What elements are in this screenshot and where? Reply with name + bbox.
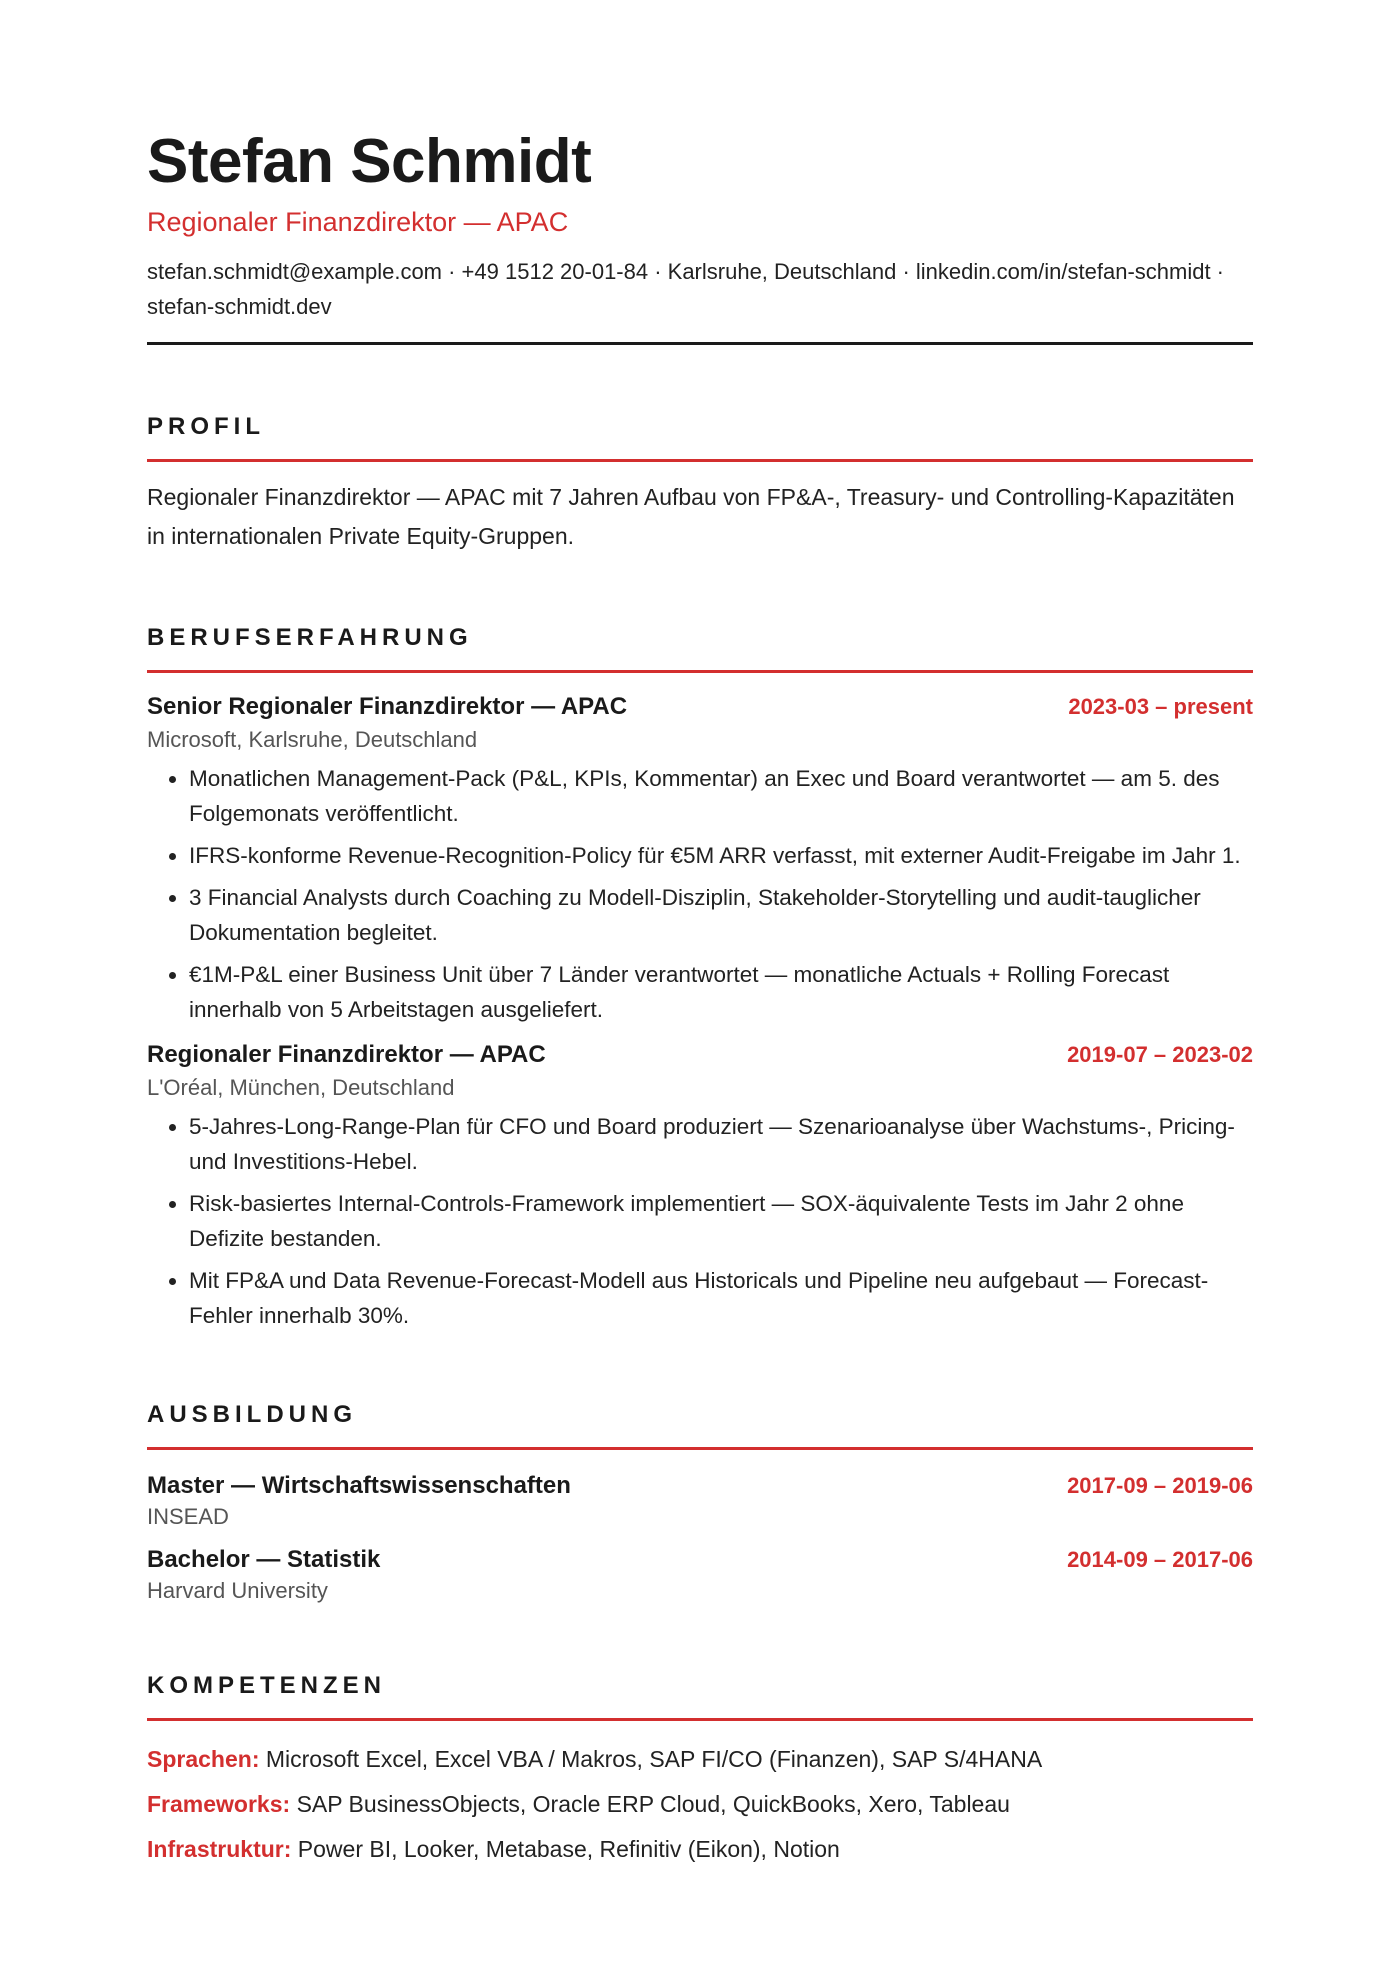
job-bullet: • IFRS-konforme Revenue-Recognition-Policy für €5M ARR verfasst, mit externer Audit-Freigabe im Jahr 1. [189,838,1253,873]
header-divider [147,342,1253,345]
job-company: L'Oréal, München, Deutschland [147,1075,455,1101]
education-entry [147,1472,1253,1530]
section-title-skills: KOMPETENZEN [147,1672,387,1700]
education-dates: 2014-09 – 2017-06 [1067,1547,1253,1573]
job-entry [147,693,1253,1027]
section-divider [147,459,1253,462]
skill-value: SAP BusinessObjects, Oracle ERP Cloud, QuickBooks, Xero, Tableau [296,1791,1010,1818]
section-divider [147,1447,1253,1450]
candidate-title: Regionaler Finanzdirektor — APAC [147,207,569,238]
job-bullet: • 5-Jahres-Long-Range-Plan für CFO und Board produziert — Szenarioanalyse über Wachstums-, Pricing- und Investitions-Hebel. [189,1109,1253,1179]
section-title-profile: PROFIL [147,413,265,441]
resume-header [147,126,1253,345]
section-title-experience: BERUFSERFAHRUNG [147,624,473,652]
job-bullets [147,761,1253,1027]
profile-section [147,415,1253,556]
job-header [147,1041,1253,1069]
job-bullet: • 3 Financial Analysts durch Coaching zu Modell-Disziplin, Stakeholder-Storytelling und audit-tauglicher Dokumentation begleitet. [189,880,1253,950]
education-school: INSEAD [147,1504,229,1530]
job-bullet: • Mit FP&A und Data Revenue-Forecast-Modell aus Historicals und Pipeline neu aufgebaut — Forecast-Fehler innerhalb 30%. [189,1263,1253,1333]
candidate-name: Stefan Schmidt [147,127,592,196]
skill-row [147,1827,1253,1872]
job-bullets [147,1109,1253,1333]
education-header [147,1472,1253,1500]
skill-label: Infrastruktur: [147,1836,298,1863]
contact-line: stefan.schmidt@example.com · +49 1512 20-01-84 · Karlsruhe, Deutschland · linkedin.com/in/stefan-schmidt · stefan-schmidt.dev [147,259,1225,320]
experience-section [147,626,1253,1333]
job-title: Senior Regionaler Finanzdirektor — APAC [147,693,628,721]
skill-value: Power BI, Looker, Metabase, Refinitiv (Eikon), Notion [297,1836,840,1863]
job-bullet: • Monatlichen Management-Pack (P&L, KPIs, Kommentar) an Exec und Board verantwortet — am 5. des Folgemonats veröffentlicht. [189,761,1253,831]
job-company: Microsoft, Karlsruhe, Deutschland [147,727,478,753]
profile-text: Regionaler Finanzdirektor — APAC mit 7 Jahren Aufbau von FP&A-, Treasury- und Controlling-Kapazitäten in internationalen Private Equity-Gruppen. [147,484,1235,550]
section-title-education: AUSBILDUNG [147,1401,357,1429]
education-section [147,1403,1253,1604]
education-school: Harvard University [147,1578,328,1604]
job-entry [147,1041,1253,1333]
section-divider [147,1718,1253,1721]
skill-label: Sprachen: [147,1746,266,1773]
skills-section [147,1674,1253,1872]
job-bullet: • Risk-basiertes Internal-Controls-Framework implementiert — SOX-äquivalente Tests im Jahr 2 ohne Defizite bestanden. [189,1186,1253,1256]
skills-list [147,1737,1253,1872]
job-header [147,693,1253,721]
education-header [147,1546,1253,1574]
skill-row [147,1782,1253,1827]
education-entry [147,1546,1253,1604]
job-bullet: • €1M-P&L einer Business Unit über 7 Länder verantwortet — monatliche Actuals + Rolling Forecast innerhalb von 5 Arbeitstagen ausgeliefert. [189,957,1253,1027]
job-title: Regionaler Finanzdirektor — APAC [147,1041,546,1069]
skill-value: Microsoft Excel, Excel VBA / Makros, SAP FI/CO (Finanzen), SAP S/4HANA [265,1746,1043,1773]
education-degree: Bachelor — Statistik [147,1546,381,1574]
skill-label: Frameworks: [147,1791,297,1818]
job-dates: 2023-03 – present [1068,694,1253,720]
education-degree: Master — Wirtschaftswissenschaften [147,1472,571,1500]
education-dates: 2017-09 – 2019-06 [1067,1473,1253,1499]
skill-row [147,1737,1253,1782]
job-dates: 2019-07 – 2023-02 [1067,1042,1253,1068]
section-divider [147,670,1253,673]
